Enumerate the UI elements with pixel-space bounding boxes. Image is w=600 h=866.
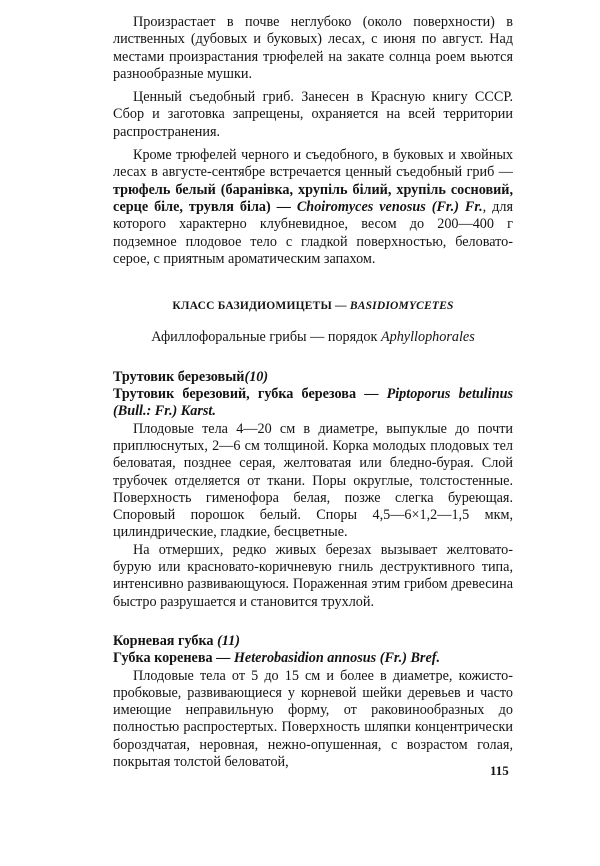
- order-heading: [113, 329, 513, 346]
- white-truffle-paragraph: [113, 147, 513, 268]
- root-fungus-description: Плодовые тела от 5 до 15 см и более в диаметре, кожисто-пробковые, развивающиеся у корневой шейки деревьев и часто имеющие неправильную форму, от раковинообразных до полностью распростертых. Поверхность шляпки концентрически бороздчатая, неровная, нежно-опушенная, с возрастом голая, покрытая толстой беловатой,: [113, 667, 513, 770]
- edibility-paragraph: Ценный съедобный гриб. Занесен в Красную книгу СССР. Сбор и заготовка запрещены, охраняется на всей территории распространения.: [113, 89, 513, 140]
- order-heading-latin: Aphyllophorales: [380, 329, 475, 346]
- white-truffle-text-1: Кроме трюфелей черного и съедобного, в буковых и хвойных лесах в августе-сентябре встречается ценный съедобный гриб —: [113, 147, 513, 181]
- class-heading: [113, 298, 513, 315]
- species-name: Трутовик березовый: [113, 368, 245, 385]
- synonym-text: Трутовик березовий, губка березова —: [113, 386, 387, 403]
- white-truffle-text-2: , для которого характерно клубневидное, весом до 200—400 г подземное плодовое тело с гладкой поверхностью, беловато-серое, с приятным ароматическим запахом.: [113, 198, 513, 267]
- species-heading-root-fungus: [113, 633, 513, 650]
- species-heading-birch-polypore: [113, 369, 513, 386]
- birch-polypore-ecology: На отмерших, редко живых березах вызывает желтовато-бурую или красновато-коричневую гниль деструктивного типа, интенсивно развивающуюся. Пораженная этим грибом древесина быстро разрушается и становится трухлой.: [113, 541, 513, 610]
- birch-polypore-description: Плодовые тела 4—20 см в диаметре, выпуклые до почти приплюснутых, 2—6 см толщиной. Корка молодых плодовых тел беловатая, позднее серая, желтоватая или бледно-бурая. Слой трубочек отделяется от ткани. Поры округлые, толстостенные. Поверхность гименофора белая, позже слегка буреющая. Споровый порошок белый. Споры 4,5—6×1,2—1,5 мкм, цилиндрические, гладкие, бесцветные.: [113, 420, 513, 541]
- species-number: (11): [217, 632, 240, 649]
- page-number: 115: [490, 763, 509, 778]
- species-synonym-root-fungus: [113, 650, 513, 667]
- synonym-text: Губка коренева —: [113, 650, 234, 667]
- page-content: [113, 14, 513, 771]
- white-truffle-names: трюфель белый (баранiвка, хрупiль бiлий, хрупiль сосновий, серце бiле, трувля бiла) —: [113, 181, 513, 215]
- species-name: Корневая губка: [113, 632, 218, 649]
- synonym-latin: Piptoporus betulinus (Bull.: Fr.) Karst.: [113, 386, 513, 420]
- class-heading-latin: BASIDIOMYCETES: [349, 300, 454, 313]
- species-synonym-birch-polypore: [113, 386, 513, 421]
- class-heading-text: КЛАСС БАЗИДИОМИЦЕТЫ —: [172, 300, 350, 313]
- white-truffle-latin: Choiromyces venosus (Fr.) Fr.: [296, 198, 483, 215]
- order-heading-text: Афиллофоральные грибы — порядок: [151, 329, 381, 346]
- synonym-latin: Heterobasidion annosus (Fr.) Bref.: [233, 650, 441, 667]
- species-number: (10): [244, 368, 269, 385]
- habitat-paragraph: Произрастает в почве неглубоко (около поверхности) в лиственных (дубовых и буковых) лесах, с июня по август. Над местами произрастания трюфелей на закате солнца роем вьются разнообразные мушки.: [113, 14, 513, 82]
